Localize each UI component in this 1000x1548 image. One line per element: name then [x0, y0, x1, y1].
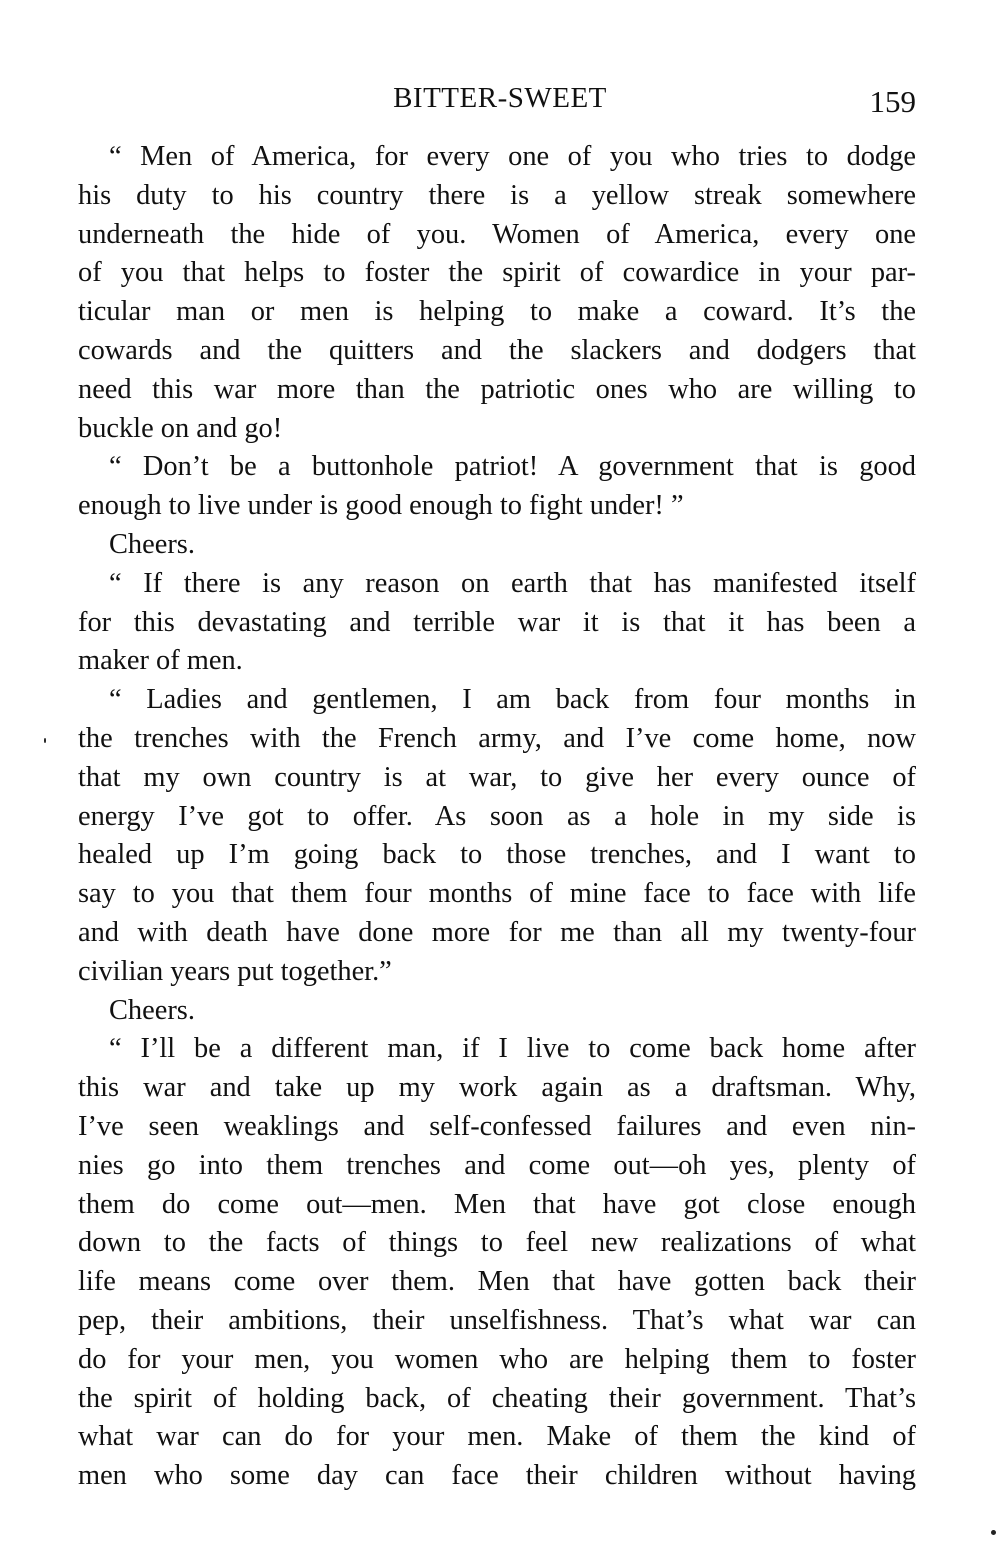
page-number: 159 — [869, 84, 916, 119]
print-speck — [991, 1530, 996, 1535]
text-line: “ Ladies and gentlemen, I am back from four months in — [109, 684, 916, 716]
text-line: ticular man or men is helping to make a coward. It’s the — [78, 296, 916, 328]
text-line: do for your men, you women who are helping them to foster — [78, 1343, 916, 1375]
text-line: “ Men of America, for every one of you who tries to dodge — [109, 141, 916, 172]
text-line: cowards and the quitters and the slackers and dodgers that — [78, 334, 916, 366]
text-line: pep, their ambitions, their unselfishness. That’s what war can — [78, 1304, 916, 1336]
text-line: what war can do for your men. Make of them the kind of — [78, 1421, 916, 1453]
text-line: “ I’ll be a different man, if I live to come back home after — [109, 1033, 916, 1065]
running-head — [80, 78, 920, 118]
text-line: life means come over them. Men that have gotten back their — [78, 1266, 916, 1298]
text-line: this war and take up my work again as a draftsman. Why, — [78, 1072, 916, 1104]
text-line: and with death have done more for me than all my twenty-four — [78, 916, 916, 948]
text-line: “ If there is any reason on earth that has manifested itself — [109, 567, 916, 599]
text-line: need this war more than the patriotic ones who are willing to — [78, 373, 916, 405]
text-line: for this devastating and terrible war it is that it has been a — [78, 606, 916, 638]
text-line: Cheers. — [109, 994, 195, 1026]
text-line: maker of men. — [78, 645, 243, 677]
text-line: of you that helps to foster the spirit of cowardice in your par- — [78, 257, 916, 289]
body-text — [78, 138, 916, 1496]
text-line: nies go into them trenches and come out—oh yes, plenty of — [78, 1149, 916, 1181]
text-line: the spirit of holding back, of cheating their government. That’s — [78, 1382, 916, 1414]
text-line: say to you that them four months of mine face to face with life — [78, 878, 916, 910]
text-line: underneath the hide of you. Women of America, every one — [78, 218, 916, 250]
text-line: I’ve seen weaklings and self-confessed failures and even nin- — [78, 1110, 916, 1142]
text-line: Cheers. — [109, 528, 195, 560]
text-line: energy I’ve got to offer. As soon as a hole in my side is — [78, 800, 916, 832]
text-line: the trenches with the French army, and I’ve come home, now — [78, 722, 916, 754]
text-line: his duty to his country there is a yellow streak somewhere — [78, 179, 916, 211]
text-line: healed up I’m going back to those trenches, and I want to — [78, 839, 916, 871]
text-line: down to the facts of things to feel new realizations of what — [78, 1227, 916, 1259]
text-line: that my own country is at war, to give her every ounce of — [78, 761, 916, 793]
text-line: them do come out—men. Men that have got close enough — [78, 1188, 916, 1220]
text-line: enough to live under is good enough to fight under! ” — [78, 490, 684, 522]
text-line: civilian years put together.” — [78, 955, 392, 987]
text-line: men who some day can face their children without having — [78, 1460, 916, 1492]
print-speck — [44, 738, 46, 743]
running-title: BITTER-SWEET — [393, 82, 607, 114]
text-line: buckle on and go! — [78, 412, 283, 444]
text-line: “ Don’t be a buttonhole patriot! A government that is good — [109, 451, 916, 483]
